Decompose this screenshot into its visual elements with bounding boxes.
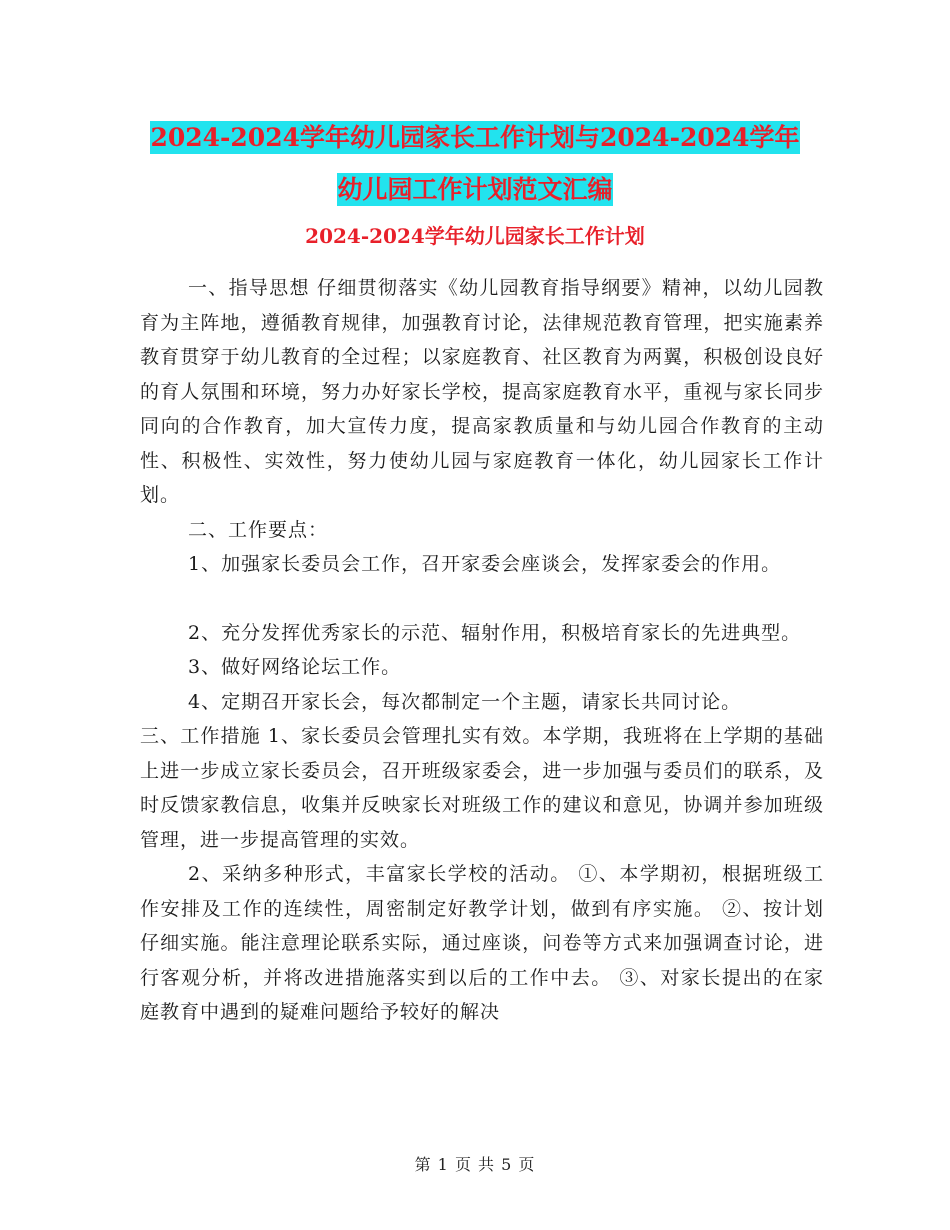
page-footer: 第 1 页 共 5 页 bbox=[414, 1155, 536, 1174]
paragraph-point-4: 4、定期召开家长会，每次都制定一个主题，请家长共同讨论。 bbox=[188, 690, 742, 713]
paragraph-point-1: 1、加强家长委员会工作，召开家委会座谈会，发挥家委会的作用。 bbox=[188, 553, 782, 575]
paragraph-measure-2: 2、采纳多种形式，丰富家长学校的活动。 ①、本学期初，根据班级工作安排及工作的连续性，周密制定好教学计划，做到有序实施。 ②、按计划仔细实施。能注意理论联系实际，通过座谈，问卷等方式来加强调查讨论，进行客观分析，并将改进措施落实到以后的工作中去。 ③、对家长提出的在家庭教育中遇到的疑难问题给予较好的解决 bbox=[140, 863, 824, 1023]
paragraph-guiding-ideology: 一、指导思想 仔细贯彻落实《幼儿园教育指导纲要》精神，以幼儿园教育为主阵地，遵循教育规律，加强教育讨论，法律规范教育管理，把实施素养教育贯穿于幼儿教育的全过程；以家庭教育、社区教育为两翼，积极创设良好的育人氛围和环境，努力办好家长学校，提高家庭教育水平，重视与家长同步同向的合作教育，加大宣传力度，提高家教质量和与幼儿园合作教育的主动性、积极性、实效性，努力使幼儿园与家庭教育一体化，幼儿园家长工作计划。 bbox=[140, 277, 824, 506]
document-title bbox=[0, 112, 950, 216]
document-title-line2: 幼儿园工作计划范文汇编 bbox=[337, 175, 613, 204]
paragraph-work-measures: 三、工作措施 1、家长委员会管理扎实有效。本学期，我班将在上学期的基础上进一步成立家长委员会，召开班级家委会，进一步加强与委员们的联系，及时反馈家教信息，收集并反映家长对班级工作的建议和意见，协调并参加班级管理，进一步提高管理的实效。 bbox=[140, 725, 824, 851]
section-title: 2024-2024学年幼儿园家长工作计划 bbox=[305, 224, 645, 248]
document-body bbox=[140, 271, 824, 1030]
paragraph-spacer bbox=[140, 582, 824, 616]
document-title-line1: 2024-2024学年幼儿园家长工作计划与2024-2024学年 bbox=[150, 123, 800, 152]
paragraph-work-points-heading: 二、工作要点： bbox=[188, 518, 329, 541]
paragraph-point-2: 2、充分发挥优秀家长的示范、辐射作用，积极培育家长的先进典型。 bbox=[188, 621, 802, 644]
paragraph-point-3: 3、做好网络论坛工作。 bbox=[188, 656, 402, 678]
